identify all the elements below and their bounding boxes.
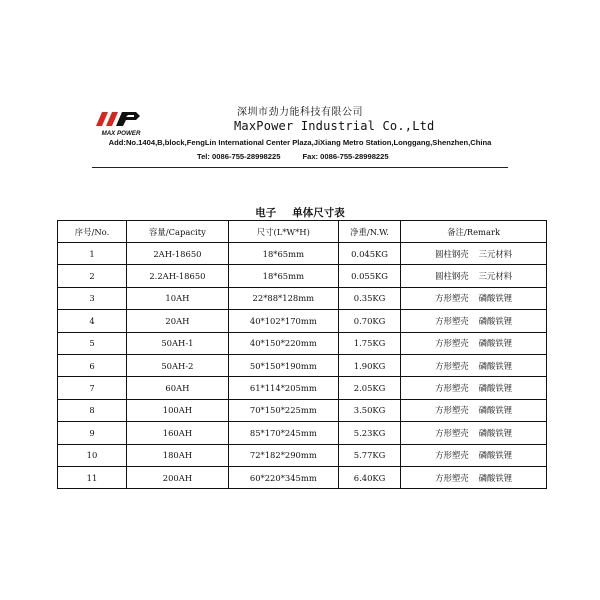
cell-no: 11 bbox=[58, 466, 127, 488]
cell-remark bbox=[401, 243, 547, 265]
remark-casing: 方形塑壳 bbox=[435, 405, 469, 416]
telephone: Tel: 0086-755-28998225 bbox=[197, 152, 281, 161]
cell-size: 22*88*128mm bbox=[228, 287, 338, 309]
remark-chemistry: 磷酸铁锂 bbox=[478, 450, 513, 461]
table-row bbox=[58, 422, 547, 444]
cell-capacity: 100AH bbox=[127, 399, 229, 421]
remark-chemistry: 磷酸铁锂 bbox=[478, 405, 513, 416]
table-row bbox=[58, 310, 547, 332]
cell-net-weight: 2.05KG bbox=[338, 377, 400, 399]
remark-casing: 圆柱钢壳 bbox=[435, 271, 469, 282]
cell-no: 6 bbox=[58, 354, 127, 376]
remark-chemistry: 磷酸铁锂 bbox=[478, 383, 513, 394]
cell-capacity: 10AH bbox=[127, 287, 229, 309]
cell-no: 1 bbox=[58, 243, 127, 265]
column-header-size: 尺寸(L*W*H) bbox=[228, 221, 338, 243]
cell-net-weight: 1.75KG bbox=[338, 332, 400, 354]
table-row bbox=[58, 243, 547, 265]
cell-net-weight: 0.70KG bbox=[338, 310, 400, 332]
cell-size: 40*150*220mm bbox=[228, 332, 338, 354]
cell-remark bbox=[401, 466, 547, 488]
table-row bbox=[58, 265, 547, 287]
cell-remark bbox=[401, 399, 547, 421]
remark-casing: 方形塑壳 bbox=[435, 383, 469, 394]
remark-chemistry: 三元材料 bbox=[478, 248, 513, 259]
cell-capacity: 2.2AH-18650 bbox=[127, 265, 229, 287]
cell-remark bbox=[401, 444, 547, 466]
cell-size: 85*170*245mm bbox=[228, 422, 338, 444]
remark-chemistry: 磷酸铁锂 bbox=[478, 315, 513, 326]
cell-size: 61*114*205mm bbox=[228, 377, 338, 399]
header-divider bbox=[92, 167, 508, 168]
company-address: Add:No.1404,B,block,FengLin International Center Plaza,JiXiang Metro Station,Longgang,Shenzhen,China bbox=[108, 138, 492, 147]
table-row bbox=[58, 287, 547, 309]
remark-chemistry: 磷酸铁锂 bbox=[478, 293, 513, 304]
cell-capacity: 180AH bbox=[127, 444, 229, 466]
cell-no: 8 bbox=[58, 399, 127, 421]
cell-capacity: 160AH bbox=[127, 422, 229, 444]
cell-remark bbox=[401, 265, 547, 287]
table-title-category: 电子 bbox=[255, 207, 277, 219]
remark-casing: 方形塑壳 bbox=[435, 315, 469, 326]
cell-size: 72*182*290mm bbox=[228, 444, 338, 466]
fax: Fax: 0086-755-28998225 bbox=[302, 152, 389, 161]
cell-remark bbox=[401, 377, 547, 399]
cell-no: 10 bbox=[58, 444, 127, 466]
cell-remark bbox=[401, 332, 547, 354]
remark-chemistry: 三元材料 bbox=[478, 271, 513, 282]
contact-line bbox=[197, 152, 411, 161]
cell-net-weight: 0.055KG bbox=[338, 265, 400, 287]
table-row bbox=[58, 466, 547, 488]
cell-size-table bbox=[57, 220, 547, 489]
cell-net-weight: 5.23KG bbox=[338, 422, 400, 444]
remark-casing: 方形塑壳 bbox=[435, 360, 469, 371]
cell-no: 5 bbox=[58, 332, 127, 354]
cell-net-weight: 1.90KG bbox=[338, 354, 400, 376]
cell-net-weight: 3.50KG bbox=[338, 399, 400, 421]
column-header-net-weight: 净重/N.W. bbox=[338, 221, 400, 243]
cell-size: 50*150*190mm bbox=[228, 354, 338, 376]
remark-chemistry: 磷酸铁锂 bbox=[478, 338, 513, 349]
table-row bbox=[58, 399, 547, 421]
cell-remark bbox=[401, 354, 547, 376]
cell-capacity: 60AH bbox=[127, 377, 229, 399]
cell-no: 9 bbox=[58, 422, 127, 444]
remark-chemistry: 磷酸铁锂 bbox=[478, 472, 513, 483]
cell-size: 70*150*225mm bbox=[228, 399, 338, 421]
cell-net-weight: 5.77KG bbox=[338, 444, 400, 466]
cell-size: 18*65mm bbox=[228, 265, 338, 287]
cell-net-weight: 6.40KG bbox=[338, 466, 400, 488]
cell-no: 2 bbox=[58, 265, 127, 287]
table-row bbox=[58, 377, 547, 399]
cell-capacity: 50AH-2 bbox=[127, 354, 229, 376]
remark-casing: 方形塑壳 bbox=[435, 338, 469, 349]
cell-net-weight: 0.045KG bbox=[338, 243, 400, 265]
table-row bbox=[58, 444, 547, 466]
company-name-english: MaxPower Industrial Co.,Ltd bbox=[234, 119, 435, 133]
cell-no: 7 bbox=[58, 377, 127, 399]
remark-casing: 方形塑壳 bbox=[435, 472, 469, 483]
cell-no: 4 bbox=[58, 310, 127, 332]
remark-casing: 圆柱钢壳 bbox=[435, 248, 469, 259]
column-header-capacity: 容量/Capacity bbox=[127, 221, 229, 243]
table-row bbox=[58, 332, 547, 354]
cell-size: 40*102*170mm bbox=[228, 310, 338, 332]
column-header-no: 序号/No. bbox=[58, 221, 127, 243]
cell-remark bbox=[401, 422, 547, 444]
table-title bbox=[0, 205, 600, 220]
cell-capacity: 20AH bbox=[127, 310, 229, 332]
cell-capacity: 200AH bbox=[127, 466, 229, 488]
table-row bbox=[58, 354, 547, 376]
remark-chemistry: 磷酸铁锂 bbox=[478, 427, 513, 438]
remark-chemistry: 磷酸铁锂 bbox=[478, 360, 513, 371]
company-name-chinese: 深圳市劲力能科技有限公司 bbox=[237, 107, 363, 118]
cell-size: 18*65mm bbox=[228, 243, 338, 265]
cell-net-weight: 0.35KG bbox=[338, 287, 400, 309]
table-header-row bbox=[58, 221, 547, 243]
logo-wordmark: MAX POWER bbox=[101, 130, 141, 137]
remark-casing: 方形塑壳 bbox=[435, 293, 469, 304]
cell-no: 3 bbox=[58, 287, 127, 309]
cell-size: 60*220*345mm bbox=[228, 466, 338, 488]
remark-casing: 方形塑壳 bbox=[435, 427, 469, 438]
table-body bbox=[58, 243, 547, 489]
cell-capacity: 50AH-1 bbox=[127, 332, 229, 354]
cell-capacity: 2AH-18650 bbox=[127, 243, 229, 265]
remark-casing: 方形塑壳 bbox=[435, 450, 469, 461]
cell-remark bbox=[401, 310, 547, 332]
table-title-name: 单体尺寸表 bbox=[292, 207, 345, 219]
cell-remark bbox=[401, 287, 547, 309]
column-header-remark: 备注/Remark bbox=[401, 221, 547, 243]
